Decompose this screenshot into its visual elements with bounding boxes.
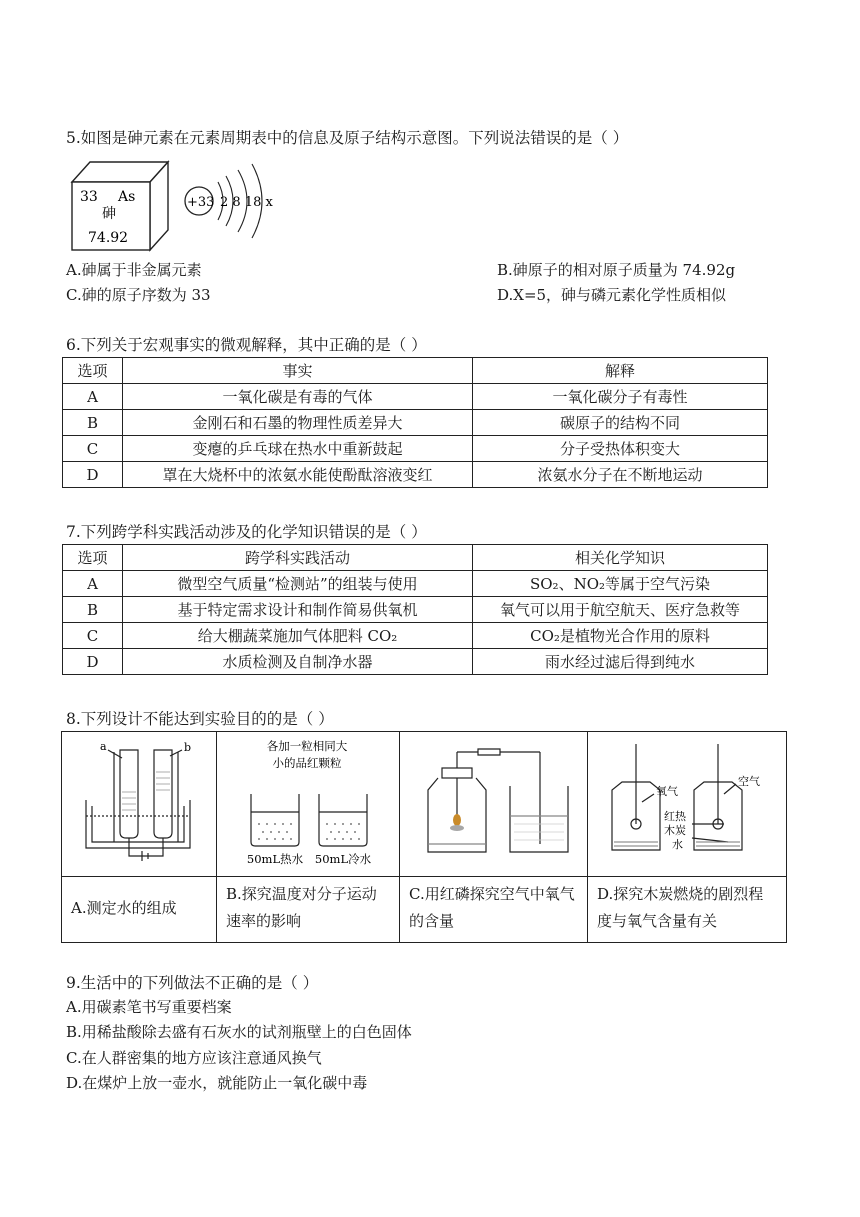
q7-stem: 7.下列跨学科实践活动涉及的化学知识错误的是（ ）: [66, 523, 427, 541]
q9-option-b[interactable]: B.用稀盐酸除去盛有石灰水的试剂瓶壁上的白色固体: [66, 1023, 412, 1041]
q5-option-d[interactable]: D.X=5，砷与磷元素化学性质相似: [497, 286, 727, 304]
knowledge-cell: 雨水经过滤后得到纯水: [473, 649, 768, 675]
water-label: 水: [672, 838, 683, 851]
caption-row: [62, 877, 787, 943]
activity-cell: 水质检测及自制净水器: [123, 649, 473, 675]
table-row: [63, 623, 768, 649]
phosphorus-diagram: [400, 732, 586, 872]
caption-c[interactable]: C.用红磷探究空气中氧气的含量: [400, 877, 588, 943]
charcoal-diagram: [588, 732, 785, 872]
activity-cell: 给大棚蔬菜施加气体肥料 CO₂: [123, 623, 473, 649]
q9-option-a[interactable]: A.用碳素笔书写重要档案: [66, 998, 232, 1016]
flame-icon: [453, 814, 461, 826]
table-header-row: [63, 358, 768, 384]
header-cell: 事实: [123, 358, 473, 384]
q8-stem: 8.下列设计不能达到实验目的的是（ ）: [66, 710, 334, 728]
explanation-cell: 碳原子的结构不同: [473, 410, 768, 436]
element-name: 砷: [102, 206, 116, 222]
table-row: [63, 410, 768, 436]
fact-cell: 罩在大烧杯中的浓氨水能使酚酞溶液变红: [123, 462, 473, 488]
q9-option-c[interactable]: C.在人群密集的地方应该注意通风换气: [66, 1049, 322, 1067]
fact-cell: 一氧化碳是有毒的气体: [123, 384, 473, 410]
figure-beakers: [217, 732, 400, 877]
q6-table: [62, 357, 768, 488]
q5-option-c[interactable]: C.砷的原子序数为 33: [66, 286, 211, 304]
q5-option-b[interactable]: B.砷原子的相对原子质量为 74.92g: [497, 261, 736, 279]
activity-cell: 微型空气质量“检测站”的组装与使用: [123, 571, 473, 597]
caption-d[interactable]: D.探究木炭燃烧的剧烈程度与氧气含量有关: [588, 877, 787, 943]
knowledge-cell: CO₂是植物光合作用的原料: [473, 623, 768, 649]
explanation-cell: 分子受热体积变大: [473, 436, 768, 462]
option-cell: A: [63, 571, 123, 597]
header-cell: 相关化学知识: [473, 545, 768, 571]
q8-figure-table: [61, 731, 787, 943]
electrolysis-diagram: [62, 732, 214, 872]
fact-cell: 金刚石和石墨的物理性质差异大: [123, 410, 473, 436]
q7-table: [62, 544, 768, 675]
table-row: [63, 436, 768, 462]
charcoal-label: 木炭: [664, 824, 686, 837]
q5-figure: [66, 158, 296, 254]
option-cell: C: [63, 436, 123, 462]
crystal-note-line2: 小的品红颗粒: [272, 756, 342, 770]
oxygen-label: 氧气: [656, 785, 678, 798]
option-cell: D: [63, 462, 123, 488]
beakers-diagram: [217, 732, 397, 872]
table-row: [63, 462, 768, 488]
hot-water-label: 50mL热水: [246, 852, 304, 866]
caption-a[interactable]: A.测定水的组成: [62, 877, 217, 943]
knowledge-cell: 氧气可以用于航空航天、医疗急救等: [473, 597, 768, 623]
option-cell: C: [63, 623, 123, 649]
q5-option-a[interactable]: A.砷属于非金属元素: [66, 261, 202, 279]
element-number: 33: [80, 189, 98, 205]
q9-stem: 9.生活中的下列做法不正确的是（ ）: [66, 974, 319, 992]
q9-option-d[interactable]: D.在煤炉上放一壶水，就能防止一氧化碳中毒: [66, 1074, 368, 1092]
option-cell: B: [63, 597, 123, 623]
header-cell: 选项: [63, 358, 123, 384]
red-hot-label: 红热: [664, 810, 686, 823]
tube-label-b: b: [184, 741, 192, 754]
table-row: [63, 597, 768, 623]
explanation-cell: 浓氨水分子在不断地运动: [473, 462, 768, 488]
table-row: [63, 384, 768, 410]
option-cell: A: [63, 384, 123, 410]
table-header-row: [63, 545, 768, 571]
air-label: 空气: [738, 775, 760, 788]
caption-b[interactable]: B.探究温度对分子运动速率的影响: [217, 877, 400, 943]
cold-water-label: 50mL冷水: [314, 852, 372, 866]
figure-red-phosphorus: [400, 732, 588, 877]
option-cell: B: [63, 410, 123, 436]
shell-electrons: 2 8 18 x: [220, 195, 273, 210]
figure-charcoal-combustion: [588, 732, 787, 877]
element-mass: 74.92: [88, 230, 129, 246]
activity-cell: 基于特定需求设计和制作简易供氧机: [123, 597, 473, 623]
nucleus-charge: +33: [187, 195, 215, 210]
element-symbol: As: [118, 189, 136, 205]
q5-stem: 5.如图是砷元素在元素周期表中的信息及原子结构示意图。下列说法错误的是（ ）: [66, 129, 629, 147]
knowledge-cell: SO₂、NO₂等属于空气污染: [473, 571, 768, 597]
fact-cell: 变瘪的乒乓球在热水中重新鼓起: [123, 436, 473, 462]
q6-stem: 6.下列关于宏观事实的微观解释，其中正确的是（ ）: [66, 336, 427, 354]
header-cell: 选项: [63, 545, 123, 571]
header-cell: 跨学科实践活动: [123, 545, 473, 571]
table-row: [63, 571, 768, 597]
option-cell: D: [63, 649, 123, 675]
header-cell: 解释: [473, 358, 768, 384]
table-row: [63, 649, 768, 675]
tube-label-a: a: [100, 740, 107, 753]
figure-electrolysis: [62, 732, 217, 877]
explanation-cell: 一氧化碳分子有毒性: [473, 384, 768, 410]
crystal-note-line1: 各加一粒相同大: [266, 739, 348, 753]
figure-row: [62, 732, 787, 877]
